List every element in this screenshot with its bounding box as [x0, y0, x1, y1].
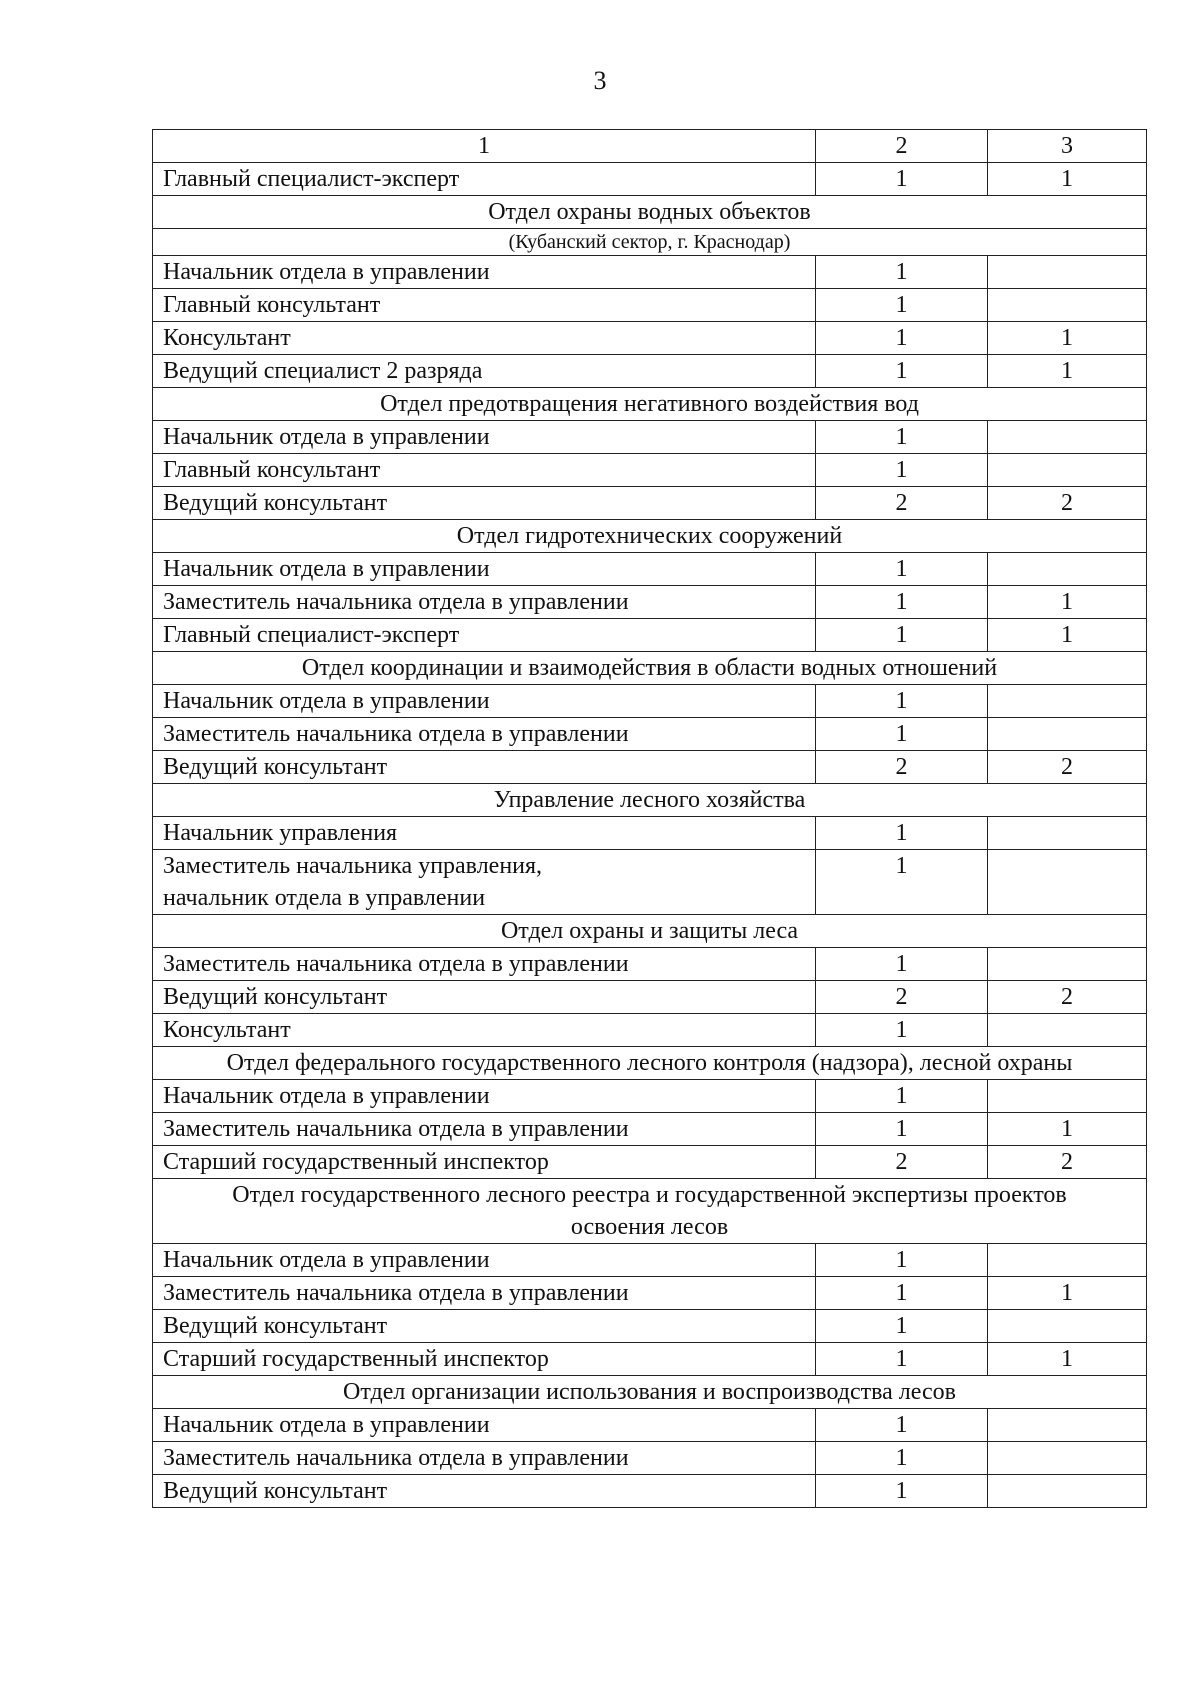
table-header-row	[153, 130, 1147, 163]
count-column-2: 1	[816, 619, 988, 652]
table-row	[153, 850, 1147, 915]
section-heading-row	[153, 1179, 1147, 1244]
count-column-2: 1	[816, 355, 988, 388]
count-column-2: 1	[816, 718, 988, 751]
position-title: Начальник отдела в управлении	[153, 1244, 816, 1277]
position-title: Заместитель начальника управления, начальник отдела в управлении	[153, 850, 816, 915]
count-column-3	[988, 1014, 1147, 1047]
section-heading: Отдел федерального государственного лесного контроля (надзора), лесной охраны	[153, 1047, 1147, 1080]
column-header-3: 3	[988, 130, 1147, 163]
count-column-2: 1	[816, 1277, 988, 1310]
table-row	[153, 1475, 1147, 1508]
section-heading-row	[153, 520, 1147, 553]
section-heading: Отдел охраны и защиты леса	[153, 915, 1147, 948]
column-header-2: 2	[816, 130, 988, 163]
position-title: Главный специалист-эксперт	[153, 163, 816, 196]
count-column-3	[988, 1244, 1147, 1277]
section-heading: Отдел организации использования и воспроизводства лесов	[153, 1376, 1147, 1409]
count-column-2: 1	[816, 163, 988, 196]
position-title: Главный специалист-эксперт	[153, 619, 816, 652]
count-column-3: 2	[988, 487, 1147, 520]
table-row	[153, 619, 1147, 652]
count-column-2: 2	[816, 751, 988, 784]
table-row	[153, 1442, 1147, 1475]
section-heading: Управление лесного хозяйства	[153, 784, 1147, 817]
count-column-2: 1	[816, 1244, 988, 1277]
table-row	[153, 817, 1147, 850]
count-column-3	[988, 1442, 1147, 1475]
count-column-3: 2	[988, 981, 1147, 1014]
section-subheading: (Кубанский сектор, г. Краснодар)	[153, 229, 1147, 256]
position-title: Главный консультант	[153, 289, 816, 322]
position-title: Старший государственный инспектор	[153, 1146, 816, 1179]
position-title: Ведущий специалист 2 разряда	[153, 355, 816, 388]
count-column-2: 1	[816, 1475, 988, 1508]
count-column-3	[988, 817, 1147, 850]
position-title: Заместитель начальника отдела в управлении	[153, 718, 816, 751]
table-row	[153, 1343, 1147, 1376]
count-column-3: 1	[988, 1113, 1147, 1146]
count-column-3	[988, 553, 1147, 586]
count-column-2: 1	[816, 850, 988, 915]
count-column-2: 1	[816, 1310, 988, 1343]
table-row	[153, 454, 1147, 487]
section-heading-row	[153, 1047, 1147, 1080]
count-column-3	[988, 850, 1147, 915]
count-column-3	[988, 685, 1147, 718]
table-row	[153, 948, 1147, 981]
count-column-3	[988, 1310, 1147, 1343]
table-row	[153, 487, 1147, 520]
count-column-2: 1	[816, 421, 988, 454]
count-column-2: 1	[816, 553, 988, 586]
position-title: Ведущий консультант	[153, 981, 816, 1014]
table-row	[153, 1113, 1147, 1146]
table-row	[153, 289, 1147, 322]
position-title: Заместитель начальника отдела в управлении	[153, 948, 816, 981]
count-column-2: 1	[816, 289, 988, 322]
table-row	[153, 1146, 1147, 1179]
page-number: 3	[593, 66, 607, 95]
table-row	[153, 1244, 1147, 1277]
count-column-2: 1	[816, 1080, 988, 1113]
count-column-2: 2	[816, 1146, 988, 1179]
table-row	[153, 553, 1147, 586]
count-column-2: 1	[816, 1343, 988, 1376]
count-column-3: 1	[988, 322, 1147, 355]
count-column-3: 1	[988, 1343, 1147, 1376]
table-row	[153, 1080, 1147, 1113]
count-column-2: 1	[816, 454, 988, 487]
table-row	[153, 1409, 1147, 1442]
table-row	[153, 322, 1147, 355]
position-title: Ведущий консультант	[153, 1475, 816, 1508]
count-column-2: 1	[816, 1409, 988, 1442]
count-column-2: 1	[816, 1442, 988, 1475]
position-title: Начальник отдела в управлении	[153, 421, 816, 454]
count-column-3: 2	[988, 751, 1147, 784]
section-heading: Отдел государственного лесного реестра и государственной экспертизы проектов освоения лесов	[153, 1179, 1147, 1244]
table-row	[153, 981, 1147, 1014]
section-heading-row	[153, 196, 1147, 229]
position-title: Начальник отдела в управлении	[153, 1409, 816, 1442]
count-column-3: 1	[988, 163, 1147, 196]
position-title: Начальник отдела в управлении	[153, 256, 816, 289]
position-title: Начальник управления	[153, 817, 816, 850]
staffing-table-body	[153, 130, 1147, 1508]
count-column-2: 1	[816, 685, 988, 718]
column-header-1: 1	[153, 130, 816, 163]
count-column-3: 1	[988, 1277, 1147, 1310]
position-title: Старший государственный инспектор	[153, 1343, 816, 1376]
table-row	[153, 421, 1147, 454]
count-column-2: 1	[816, 586, 988, 619]
count-column-3	[988, 421, 1147, 454]
table-row	[153, 751, 1147, 784]
count-column-2: 2	[816, 487, 988, 520]
section-heading-row	[153, 652, 1147, 685]
section-heading-row	[153, 1376, 1147, 1409]
staffing-table	[152, 129, 1147, 1508]
count-column-2: 1	[816, 1014, 988, 1047]
position-title: Заместитель начальника отдела в управлении	[153, 586, 816, 619]
position-title: Начальник отдела в управлении	[153, 685, 816, 718]
position-title: Ведущий консультант	[153, 1310, 816, 1343]
count-column-2: 1	[816, 948, 988, 981]
position-title: Консультант	[153, 322, 816, 355]
count-column-3: 1	[988, 355, 1147, 388]
table-row	[153, 1310, 1147, 1343]
section-heading-row	[153, 915, 1147, 948]
count-column-3: 1	[988, 619, 1147, 652]
count-column-3	[988, 948, 1147, 981]
section-heading: Отдел охраны водных объектов	[153, 196, 1147, 229]
position-title: Заместитель начальника отдела в управлении	[153, 1113, 816, 1146]
section-subheading-row	[153, 229, 1147, 256]
table-row	[153, 586, 1147, 619]
position-title: Заместитель начальника отдела в управлении	[153, 1277, 816, 1310]
position-title: Ведущий консультант	[153, 751, 816, 784]
section-heading-row	[153, 388, 1147, 421]
position-title: Ведущий консультант	[153, 487, 816, 520]
count-column-3	[988, 454, 1147, 487]
table-row	[153, 1014, 1147, 1047]
count-column-3	[988, 256, 1147, 289]
count-column-3	[988, 1080, 1147, 1113]
count-column-3: 1	[988, 586, 1147, 619]
table-row	[153, 256, 1147, 289]
table-row	[153, 685, 1147, 718]
count-column-3	[988, 718, 1147, 751]
section-heading: Отдел предотвращения негативного воздействия вод	[153, 388, 1147, 421]
table-row	[153, 355, 1147, 388]
position-title: Главный консультант	[153, 454, 816, 487]
count-column-3	[988, 1475, 1147, 1508]
position-title: Консультант	[153, 1014, 816, 1047]
section-heading-row	[153, 784, 1147, 817]
count-column-2: 1	[816, 817, 988, 850]
count-column-3: 2	[988, 1146, 1147, 1179]
position-title: Начальник отдела в управлении	[153, 1080, 816, 1113]
table-row	[153, 163, 1147, 196]
count-column-2: 1	[816, 1113, 988, 1146]
position-title: Начальник отдела в управлении	[153, 553, 816, 586]
count-column-2: 2	[816, 981, 988, 1014]
section-heading: Отдел координации и взаимодействия в области водных отношений	[153, 652, 1147, 685]
table-row	[153, 1277, 1147, 1310]
count-column-2: 1	[816, 256, 988, 289]
table-row	[153, 718, 1147, 751]
count-column-2: 1	[816, 322, 988, 355]
count-column-3	[988, 289, 1147, 322]
count-column-3	[988, 1409, 1147, 1442]
position-title: Заместитель начальника отдела в управлении	[153, 1442, 816, 1475]
section-heading: Отдел гидротехнических сооружений	[153, 520, 1147, 553]
